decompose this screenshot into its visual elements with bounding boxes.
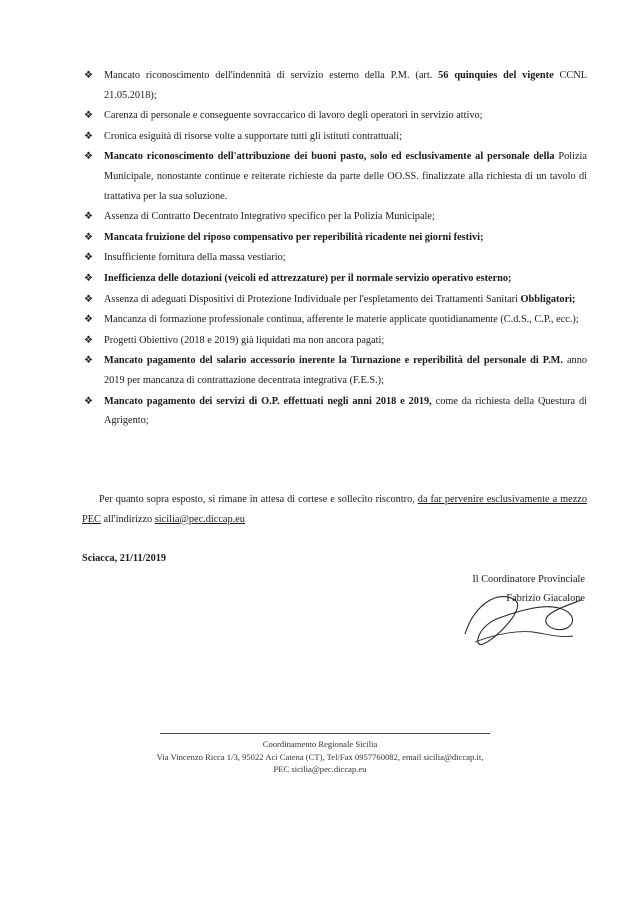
bullet-icon: ❖: [84, 70, 93, 81]
item-text-tail: CCNL 21.05.2018);: [104, 70, 587, 101]
list-item: [82, 127, 587, 147]
list-item: [82, 147, 587, 206]
bullet-icon: ❖: [84, 272, 93, 284]
bullet-icon: ❖: [84, 231, 93, 243]
list-item: [82, 392, 587, 431]
footer-address: Via Vincenzo Ricca 1/3, 95022 Aci Catena (CT), Tel/Fax 0957760082, email sicilia@diccap.it,: [156, 751, 484, 762]
closing-tail-text: all'indirizzo: [100, 513, 155, 525]
bullet-icon: ❖: [84, 395, 93, 407]
item-bold-text: Mancata fruizione del riposo compensativo per reperibilità ricadente nei giorni festivi;: [104, 231, 484, 243]
list-item: [82, 269, 587, 289]
item-bold-text: Obbligatori;: [520, 293, 576, 305]
bullet-icon: ❖: [84, 211, 93, 223]
item-text: Carenza di personale e conseguente sovraccarico di lavoro degli operatori in servizio attivo;: [104, 110, 483, 122]
pec-email-link[interactable]: sicilia@pec.diccap.eu: [154, 513, 245, 525]
footer-pec: PEC sicilia@pec.diccap.eu: [273, 764, 367, 774]
bullet-icon: ❖: [84, 314, 93, 326]
handwritten-signature-icon: [455, 582, 585, 654]
list-item: [82, 331, 587, 351]
item-text: Mancanza di formazione professionale continua, afferente le materie applicate quotidianamente (C.d.S., C.P., ecc.);: [104, 314, 579, 326]
signatory-name: Fabrizio Giacalone: [506, 593, 585, 604]
list-item: [82, 310, 587, 330]
bullet-icon: ❖: [84, 151, 93, 163]
item-bold-text: Mancato riconoscimento dell'attribuzione dei buoni pasto, solo ed esclusivamente al personale della: [104, 151, 555, 163]
list-item: [82, 290, 587, 310]
bullet-icon: ❖: [84, 110, 93, 122]
item-text: Assenza di Contratto Decentrato Integrativo specifico per la Polizia Municipale;: [104, 211, 435, 223]
bullet-icon: ❖: [84, 130, 93, 142]
item-text: Cronica esiguità di risorse volte a supportare tutti gli istituti contrattuali;: [104, 130, 402, 142]
grievance-list: [82, 66, 587, 432]
bullet-icon: ❖: [84, 355, 93, 367]
item-text-tail: come da richiesta della Questura di Agrigento;: [104, 395, 587, 427]
signatory-role: Il Coordinatore Provinciale: [472, 574, 585, 585]
closing-paragraph: [82, 490, 587, 529]
item-bold-text: Mancato pagamento dei servizi di O.P. effettuati negli anni 2018 e 2019,: [104, 395, 432, 407]
item-text: Insufficiente fornitura della massa vestiario;: [104, 252, 286, 264]
item-bold-text: Mancato pagamento del salario accessorio inerente la Turnazione e reperibilità del personale di P.M.: [104, 355, 563, 367]
bullet-icon: ❖: [84, 252, 93, 264]
item-text: Assenza di adeguati Dispositivi di Protezione Individuale per l'espletamento dei Trattamenti Sanitari: [104, 293, 521, 305]
closing-underlined-text: da far pervenire esclusivamente a mezzo PEC: [82, 494, 587, 525]
item-bold-text: 56 quinquies del vigente: [438, 70, 554, 81]
list-item: [82, 106, 587, 126]
item-text: Mancato riconoscimento dell'indennità di servizio esterno della P.M. (art.: [104, 70, 439, 81]
item-bold-text: Inefficienza delle dotazioni (veicoli ed attrezzature) per il normale servizio operativo esterno;: [104, 272, 512, 284]
place-date: Sciacca, 21/11/2019: [82, 553, 167, 564]
bullet-icon: ❖: [84, 334, 93, 346]
footer-divider: [160, 733, 490, 734]
item-text: Progetti Obiettivo (2018 e 2019) già liquidati ma non ancora pagati;: [104, 334, 385, 346]
item-text-tail: anno 2019 per mancanza di contrattazione decentrata integrativa (F.E.S.);: [104, 355, 587, 386]
closing-text: Per quanto sopra esposto, si rimane in attesa di cortese e sollecito riscontro,: [99, 494, 418, 505]
list-item: [82, 207, 587, 227]
list-item: [82, 351, 587, 390]
bullet-icon: ❖: [84, 293, 93, 305]
item-text-tail: Polizia Municipale, nonostante continue e reiterate richieste da parte delle OO.SS. finalizzate alla richiesta di un tavolo di trattativa per la sua soluzione.: [104, 151, 587, 202]
footer-org: Coordinamento Regionale Sicilia: [262, 739, 378, 749]
list-item: [82, 228, 587, 248]
footer: [120, 738, 520, 776]
list-item: [82, 248, 587, 268]
list-item: [82, 66, 587, 105]
